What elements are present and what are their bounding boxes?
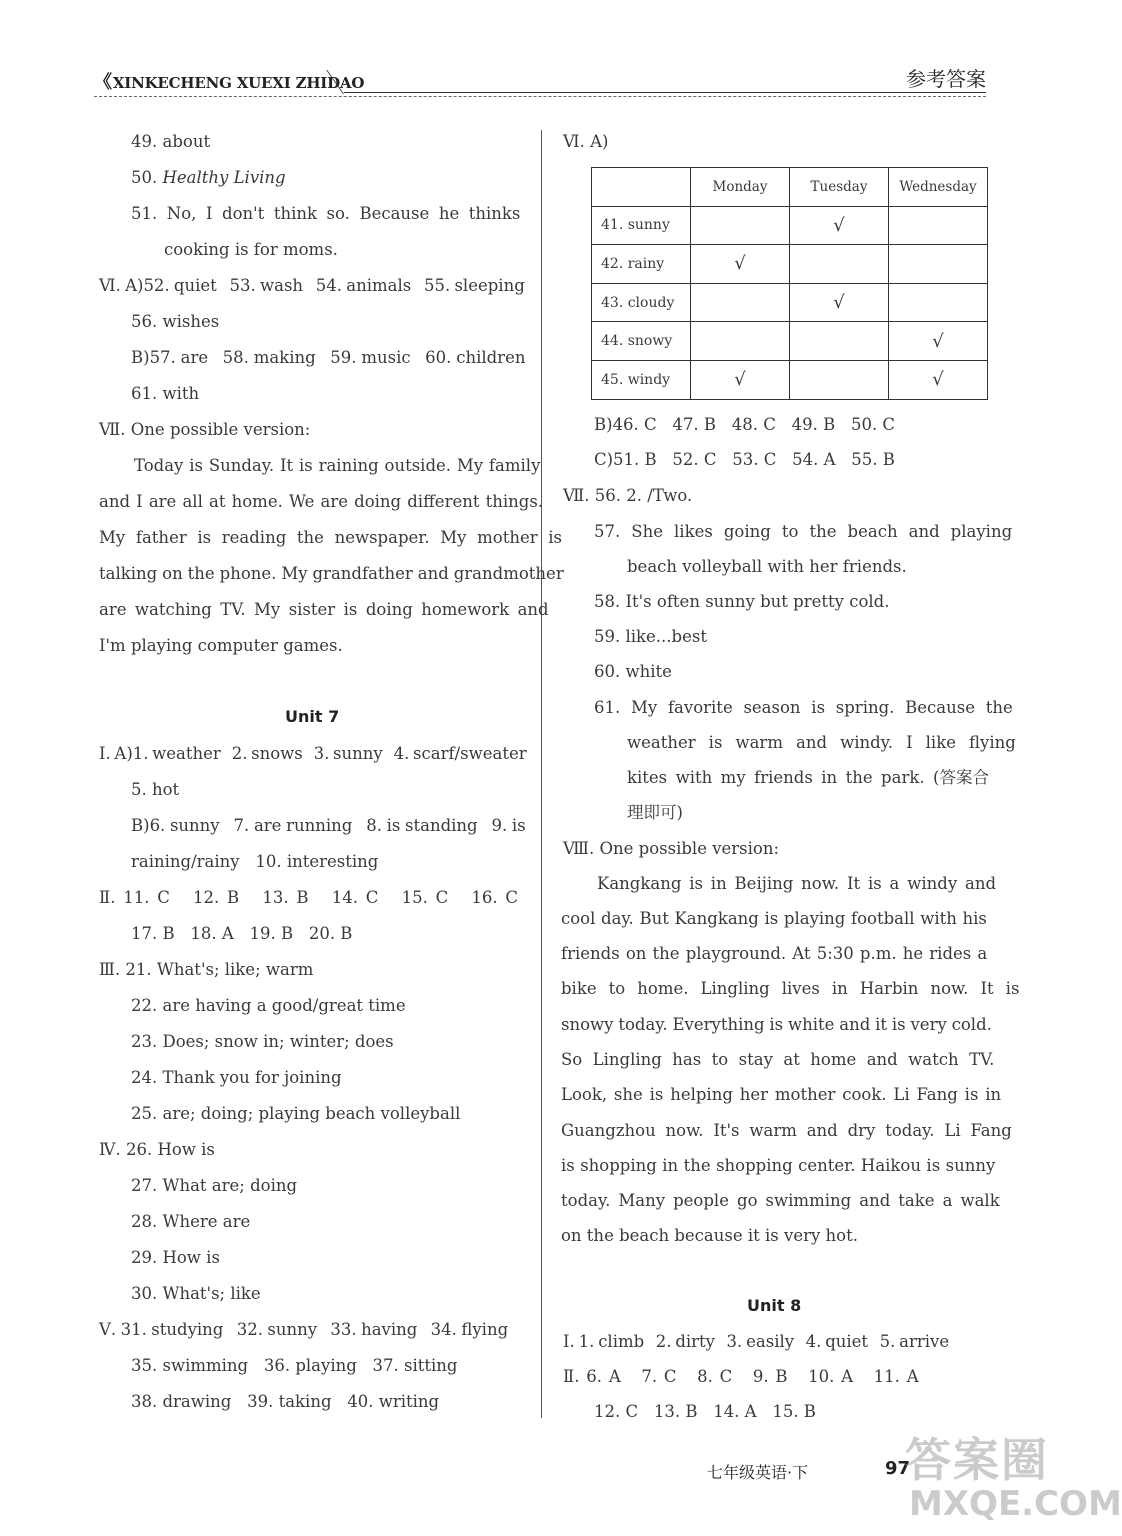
check-cell xyxy=(790,322,889,361)
row-label: 45. windy xyxy=(592,360,691,399)
watermark-logo xyxy=(905,1424,1122,1536)
u7-section-i-b-line1: B)6. sunny 7. are running 8. is standing 9. is xyxy=(131,816,526,835)
right-essay-line-7: Look, she is helping her mother cook. Li Fang is in xyxy=(561,1085,1002,1104)
u8-section-ii-line2: 12. C 13. B 14. A 15. B xyxy=(594,1402,816,1421)
header-rule xyxy=(344,92,986,93)
right-section-vi-heading: Ⅵ. A) xyxy=(563,132,609,151)
row-label: 42. rainy xyxy=(592,245,691,284)
check-cell xyxy=(691,283,790,322)
right-section-viii-heading: Ⅷ. One possible version: xyxy=(563,839,780,858)
right-essay-line-5: snowy today. Everything is white and it is very cold. xyxy=(561,1015,992,1034)
u7-answer-23: 23. Does; snow in; winter; does xyxy=(131,1032,394,1051)
watermark-url: MXQE.COM xyxy=(909,1484,1122,1524)
u7-section-i-a-line2: 5. hot xyxy=(131,780,180,799)
row-label: 44. snowy xyxy=(592,322,691,361)
row-label: 43. cloudy xyxy=(592,283,691,322)
essay-line-5: are watching TV. My sister is doing homework and xyxy=(99,600,549,619)
check-cell: √ xyxy=(691,360,790,399)
u7-answer-29: 29. How is xyxy=(131,1248,220,1267)
check-cell xyxy=(889,245,988,284)
right-answer-61-line2: weather is warm and windy. I like flying xyxy=(627,733,1016,752)
right-answer-61-line4: 理即可) xyxy=(627,803,683,822)
right-essay-line-3: friends on the playground. At 5:30 p.m. he rides a xyxy=(561,944,988,963)
u8-section-ii-line1: Ⅱ. 6. A 7. C 8. C 9. B 10. A 11. A xyxy=(563,1367,919,1386)
section-vi-a-line2: 56. wishes xyxy=(131,312,220,331)
page-number: 97 xyxy=(885,1458,911,1479)
right-essay-line-8: Guangzhou now. It's warm and dry today. Li Fang xyxy=(561,1121,1012,1140)
row-label: 41. sunny xyxy=(592,206,691,245)
u7-section-v-line2: 35. swimming 36. playing 37. sitting xyxy=(131,1356,458,1375)
check-cell: √ xyxy=(889,322,988,361)
u7-section-ii-line1: Ⅱ. 11. C 12. B 13. B 14. C 15. C 16. C xyxy=(99,888,519,907)
weather-table-header-row xyxy=(592,168,988,207)
table-header-tuesday: Tuesday xyxy=(790,168,889,207)
answer-50-title: Healthy Living xyxy=(162,168,286,187)
check-cell: √ xyxy=(790,206,889,245)
check-cell xyxy=(790,245,889,284)
unit-7-heading: Unit 7 xyxy=(285,707,340,726)
table-row xyxy=(592,360,988,399)
watermark-chars: 答案圈 xyxy=(905,1433,1049,1487)
answer-50 xyxy=(131,167,286,189)
check-cell: √ xyxy=(790,283,889,322)
answer-50-number: 50. xyxy=(131,168,163,187)
essay-line-6: I'm playing computer games. xyxy=(99,636,343,655)
answer-51-line2: cooking is for moms. xyxy=(164,240,338,259)
right-answer-57-line1: 57. She likes going to the beach and playing xyxy=(594,522,1013,541)
check-cell xyxy=(889,206,988,245)
weather-table xyxy=(591,167,988,400)
header-series-text: XINKECHENG XUEXI ZHIDAO xyxy=(112,74,365,92)
right-essay-line-2: cool day. But Kangkang is playing football with his xyxy=(561,909,987,928)
u7-answer-26: Ⅳ. 26. How is xyxy=(99,1140,215,1159)
table-row xyxy=(592,283,988,322)
right-answer-61-line3: kites with my friends in the park. (答案合 xyxy=(627,768,989,787)
table-header-blank xyxy=(592,168,691,207)
table-row xyxy=(592,206,988,245)
double-chevron-left-icon: 《 xyxy=(94,72,112,93)
right-answer-60: 60. white xyxy=(594,662,672,681)
header-series-title xyxy=(94,68,365,94)
right-essay-line-10: today. Many people go swimming and take a walk xyxy=(561,1191,1000,1210)
header-dashed-rule xyxy=(94,96,986,97)
u7-section-v-line1: Ⅴ. 31. studying 32. sunny 33. having 34. flying xyxy=(99,1320,509,1339)
section-vi-a-line1: Ⅵ. A)52. quiet 53. wash 54. animals 55. sleeping xyxy=(99,276,525,295)
unit-8-heading: Unit 8 xyxy=(747,1296,802,1315)
u7-section-i-b-line2: raining/rainy 10. interesting xyxy=(131,852,379,871)
footer-book-label: 七年级英语·下 xyxy=(707,1463,809,1482)
u8-section-i: Ⅰ. 1. climb 2. dirty 3. easily 4. quiet 5. arrive xyxy=(563,1332,950,1351)
u7-answer-22: 22. are having a good/great time xyxy=(131,996,406,1015)
u7-section-ii-line2: 17. B 18. A 19. B 20. B xyxy=(131,924,353,943)
u7-answer-24: 24. Thank you for joining xyxy=(131,1068,342,1087)
right-answer-58: 58. It's often sunny but pretty cold. xyxy=(594,592,890,611)
u7-answer-25: 25. are; doing; playing beach volleyball xyxy=(131,1104,461,1123)
column-divider xyxy=(541,130,542,1418)
right-section-b-answers: B)46. C 47. B 48. C 49. B 50. C xyxy=(594,415,896,434)
section-vii-heading: Ⅶ. One possible version: xyxy=(99,420,311,439)
essay-line-3: My father is reading the newspaper. My mother is xyxy=(99,528,562,547)
u7-answer-21: Ⅲ. 21. What's; like; warm xyxy=(99,960,314,979)
check-cell: √ xyxy=(691,245,790,284)
right-answer-61-line1: 61. My favorite season is spring. Because the xyxy=(594,698,1013,717)
check-cell xyxy=(691,322,790,361)
u7-section-i-a-line1: Ⅰ. A)1. weather 2. snows 3. sunny 4. scarf/sweater xyxy=(99,744,527,763)
table-row xyxy=(592,245,988,284)
table-header-wednesday: Wednesday xyxy=(889,168,988,207)
check-cell: √ xyxy=(889,360,988,399)
right-essay-line-6: So Lingling has to stay at home and watch TV. xyxy=(561,1050,995,1069)
header-section-title: 参考答案 xyxy=(906,67,986,91)
right-essay-line-9: is shopping in the shopping center. Haikou is sunny xyxy=(561,1156,996,1175)
table-header-monday: Monday xyxy=(691,168,790,207)
u7-answer-28: 28. Where are xyxy=(131,1212,251,1231)
right-answer-59: 59. like...best xyxy=(594,627,707,646)
right-essay-line-1: Kangkang is in Beijing now. It is a windy and xyxy=(597,874,997,893)
u7-answer-30: 30. What's; like xyxy=(131,1284,261,1303)
check-cell xyxy=(889,283,988,322)
essay-line-4: talking on the phone. My grandfather and grandmother xyxy=(99,564,564,583)
answer-49: 49. about xyxy=(131,132,211,151)
essay-line-2: and I are all at home. We are doing different things. xyxy=(99,492,544,511)
check-cell xyxy=(790,360,889,399)
answer-51-text: 51. No, I don't think so. Because he thinks xyxy=(131,204,521,223)
u7-answer-27: 27. What are; doing xyxy=(131,1176,298,1195)
essay-line-1: Today is Sunday. It is raining outside. My family xyxy=(134,456,541,475)
right-answer-56: Ⅶ. 56. 2. /Two. xyxy=(563,486,693,505)
check-cell xyxy=(691,206,790,245)
table-row xyxy=(592,322,988,361)
right-essay-line-4: bike to home. Lingling lives in Harbin now. It is xyxy=(561,979,1020,998)
answer-51-line1 xyxy=(131,203,523,225)
right-essay-line-11: on the beach because it is very hot. xyxy=(561,1226,858,1245)
right-answer-57-line2: beach volleyball with her friends. xyxy=(627,557,907,576)
section-vi-b-line1: B)57. are 58. making 59. music 60. children xyxy=(131,348,526,367)
section-vi-b-line2: 61. with xyxy=(131,384,200,403)
right-section-c-answers: C)51. B 52. C 53. C 54. A 55. B xyxy=(594,450,895,469)
u7-section-v-line3: 38. drawing 39. taking 40. writing xyxy=(131,1392,440,1411)
